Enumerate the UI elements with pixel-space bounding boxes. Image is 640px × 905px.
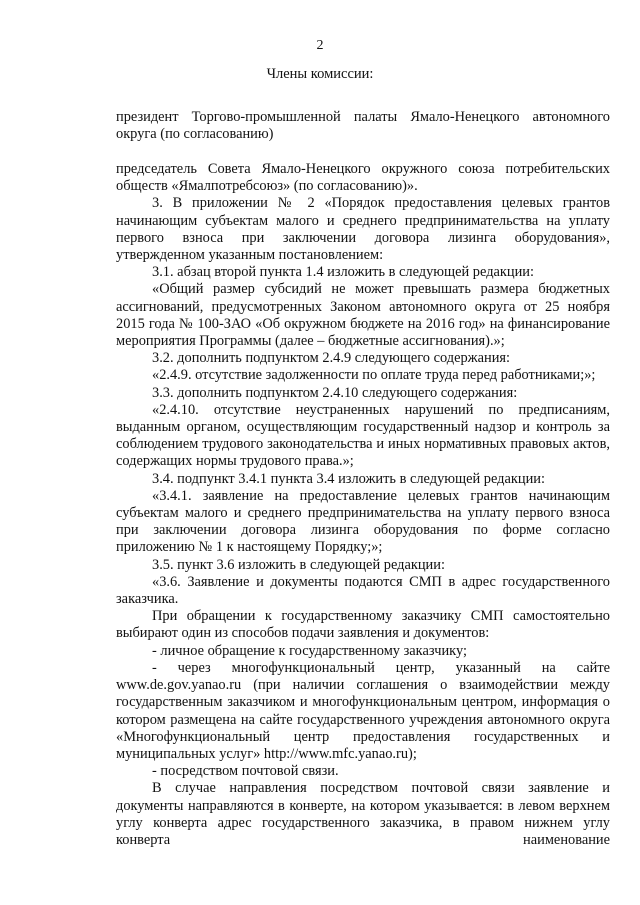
body-paragraph: При обращении к государственному заказчику СМП самостоятельно выбирают один из способов подачи заявления и документов:	[116, 608, 610, 642]
paragraph-item-3-1: 3.1. абзац второй пункта 1.4 изложить в следующей редакции:	[152, 264, 535, 281]
list-item: - посредством почтовой связи.	[152, 763, 339, 780]
paragraph-item-3-2: 3.2. дополнить подпунктом 2.4.9 следующего содержания:	[152, 350, 511, 367]
quoted-paragraph: «3.4.1. заявление на предоставление целевых грантов начинающим субъектам малого и среднего предпринимательства на уплату первого взноса при заключении договора лизинга оборудования по форме согласно приложению № 1 к настоящему Порядку;»;	[116, 487, 610, 556]
quoted-paragraph: «3.6. Заявление и документы подаются СМП в адрес государственного заказчика.	[116, 573, 610, 608]
commission-members-heading: Члены комиссии:	[266, 66, 374, 82]
page-number: 2	[316, 38, 324, 53]
list-item: - через многофункциональный центр, указанный на сайте www.de.gov.yanao.ru (при наличии соглашения о взаимодействии между государственным заказчиком и многофункциональным центром, информация о котором размещена на сайте государственного учреждения автономного округа «Многофункциональный центр предоставления государственных и муниципальных услуг» http://www.mfc.yanao.ru);	[116, 659, 610, 762]
quoted-paragraph: «Общий размер субсидий не может превышать размера бюджетных ассигнований, предусмотренных Законом автономного округа от 25 ноября 2015 года № 100-ЗАО «Об окружном бюджете на 2016 год» на финансирование мероприятия Программы (далее – бюджетные ассигнования).»;	[116, 281, 610, 350]
body-paragraph: В случае направления посредством почтовой связи заявление и документы направляются в конверте, на котором указывается: в левом верхнем углу конверта адрес государственного заказчика, в правом нижнем углу конверта наименование	[116, 780, 610, 848]
paragraph-item-3-4: 3.4. подпункт 3.4.1 пункта 3.4 изложить в следующей редакции:	[152, 470, 545, 487]
quoted-paragraph: «2.4.10. отсутствие неустраненных нарушений по предписаниям, выданным органом, осуществляющим государственный надзор и контроль за соблюдением трудового законодательства и иных нормативных правовых актов, содержащих нормы трудового права.»;	[116, 401, 610, 470]
list-item: - личное обращение к государственному заказчику;	[152, 642, 467, 659]
member-1-block	[116, 109, 610, 143]
amendments-block	[116, 161, 610, 849]
member-entry: президент Торгово-промышленной палаты Ямало-Ненецкого автономного округа (по согласованию)	[116, 109, 610, 143]
paragraph-item-3-3: 3.3. дополнить подпунктом 2.4.10 следующего содержания:	[152, 384, 518, 401]
paragraph-item-3: 3. В приложении № 2 «Порядок предоставления целевых грантов начинающим субъектам малого и среднего предпринимательства на уплату первого взноса при заключении договора лизинга оборудования», утвержденном указанным постановлением:	[116, 195, 610, 264]
quoted-paragraph: «2.4.9. отсутствие задолженности по оплате труда перед работниками;»;	[152, 367, 596, 384]
paragraph-item-3-5: 3.5. пункт 3.6 изложить в следующей редакции:	[152, 556, 445, 573]
member-entry: председатель Совета Ямало-Ненецкого окружного союза потребительских обществ «Ямалпотребсоюз» (по согласованию)».	[116, 161, 610, 195]
